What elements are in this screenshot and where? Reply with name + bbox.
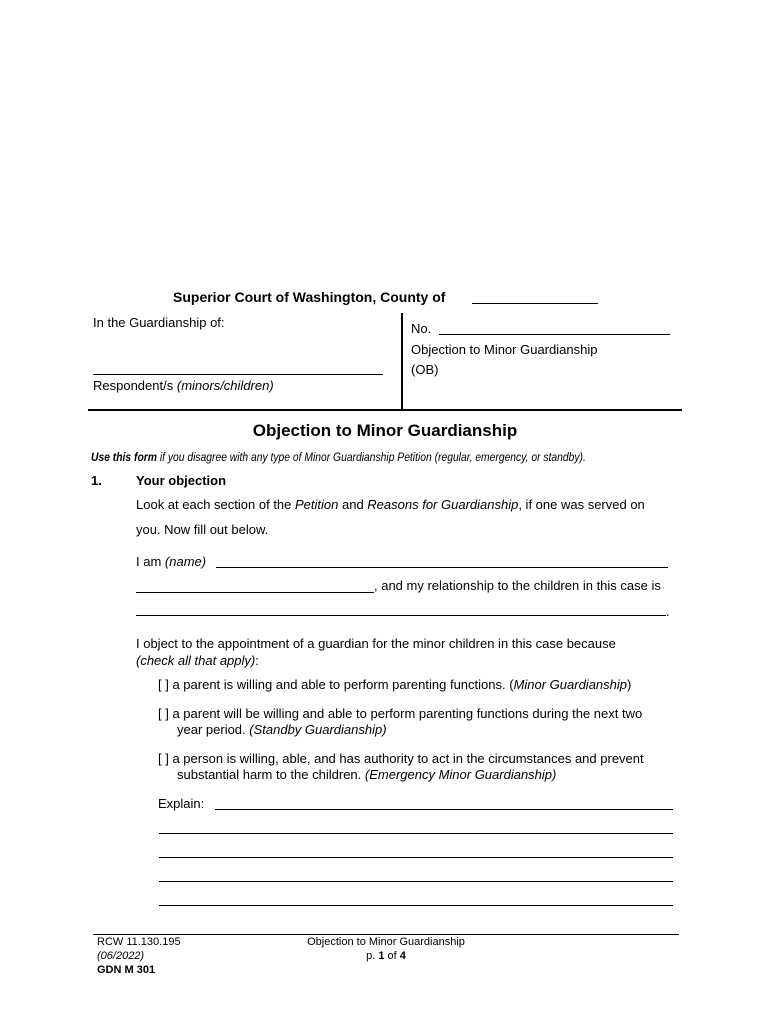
page-of: of	[384, 950, 400, 962]
court-title-text: Superior Court of Washington, County of	[173, 289, 446, 305]
instr-reasons: Reasons for Guardianship	[367, 497, 519, 512]
footer-title: Objection to Minor Guardianship	[307, 936, 465, 948]
option-2-text: a parent will be willing and able to perform parenting functions during the next two	[172, 706, 643, 721]
respondent-label-text: Respondent/s	[93, 378, 174, 393]
footer-form-code: GDN M 301	[97, 964, 156, 976]
explain-field-1[interactable]	[215, 809, 673, 810]
explain-label: Explain:	[158, 796, 205, 811]
relationship-text: , and my relationship to the children in this case is	[374, 578, 661, 593]
check-all-note	[136, 653, 259, 668]
caption-bottom-rule	[88, 409, 682, 411]
name-field-continued[interactable]	[136, 592, 374, 593]
page-title: Objection to Minor Guardianship	[252, 421, 518, 440]
name-field[interactable]	[216, 567, 668, 568]
checkbox-emergency-guardianship[interactable]: [ ]	[158, 751, 169, 766]
case-no-field[interactable]	[439, 334, 670, 335]
checkbox-standby-guardianship[interactable]: [ ]	[158, 706, 169, 721]
option-2-text2: year period.	[177, 722, 250, 737]
instr-petition: Petition	[295, 497, 339, 512]
option-3-type: (Emergency Minor Guardianship)	[364, 767, 557, 782]
option-1-type: Minor Guardianship	[513, 677, 628, 692]
option-3-text: a person is willing, able, and has authority to act in the circumstances and prevent	[172, 751, 644, 766]
explain-field-2[interactable]	[159, 833, 673, 834]
option-minor-guardianship	[158, 677, 631, 692]
caption-divider	[401, 313, 403, 410]
page-current: 1	[378, 950, 385, 962]
footer-rule	[93, 934, 679, 935]
case-no-label: No.	[411, 321, 432, 336]
respondent-label	[93, 378, 274, 393]
option-1-text: a parent is willing and able to perform parenting functions. (	[172, 677, 514, 692]
intro-italic: if you disagree with any type of Minor Guardianship Petition (regular, emergency, or standby).	[156, 450, 586, 464]
option-2-type: (Standby Guardianship)	[249, 722, 387, 737]
option-2-line-2	[177, 722, 387, 737]
instr-a: Look at each section of the	[136, 497, 295, 512]
footer-page-number	[306, 950, 466, 962]
iam-name-hint: (name)	[164, 554, 207, 569]
iam-text: I am	[136, 554, 165, 569]
check-all-colon: :	[255, 653, 259, 668]
option-1-close: )	[627, 677, 632, 692]
explain-field-5[interactable]	[159, 905, 673, 906]
section-heading: Your objection	[136, 473, 227, 488]
intro-text	[91, 450, 586, 464]
check-all-text: (check all that apply)	[136, 653, 256, 668]
intro-bold: Use this form	[91, 450, 157, 464]
guardianship-of-field[interactable]	[93, 374, 383, 375]
section-number: 1.	[91, 473, 102, 488]
footer-rcw: RCW 11.130.195	[97, 936, 181, 948]
case-doc-code: (OB)	[411, 362, 439, 377]
instructions-line-2: you. Now fill out below.	[136, 522, 269, 537]
case-doc-title: Objection to Minor Guardianship	[411, 342, 598, 357]
explain-field-3[interactable]	[159, 857, 673, 858]
guardianship-of-label: In the Guardianship of:	[93, 315, 225, 330]
option-emergency-guardianship	[158, 751, 644, 766]
option-3-text2: substantial harm to the children.	[177, 767, 365, 782]
checkbox-minor-guardianship[interactable]: [ ]	[158, 677, 169, 692]
explain-field-4[interactable]	[159, 881, 673, 882]
instr-c: and	[338, 497, 368, 512]
object-statement: I object to the appointment of a guardian for the minor children in this case because	[136, 636, 616, 651]
court-title	[173, 289, 445, 305]
option-standby-guardianship	[158, 706, 642, 721]
relationship-period: .	[666, 604, 670, 619]
iam-label	[136, 554, 206, 569]
page-total: 4	[399, 950, 406, 962]
option-3-line-2	[177, 767, 556, 782]
footer-date: (06/2022)	[97, 950, 145, 962]
instr-e: , if one was served on	[518, 497, 645, 512]
page-prefix: p.	[366, 950, 379, 962]
respondent-qualifier: (minors/children)	[176, 378, 274, 393]
instructions-line-1	[136, 497, 645, 512]
county-field[interactable]	[472, 303, 598, 304]
relationship-field[interactable]	[136, 615, 666, 616]
